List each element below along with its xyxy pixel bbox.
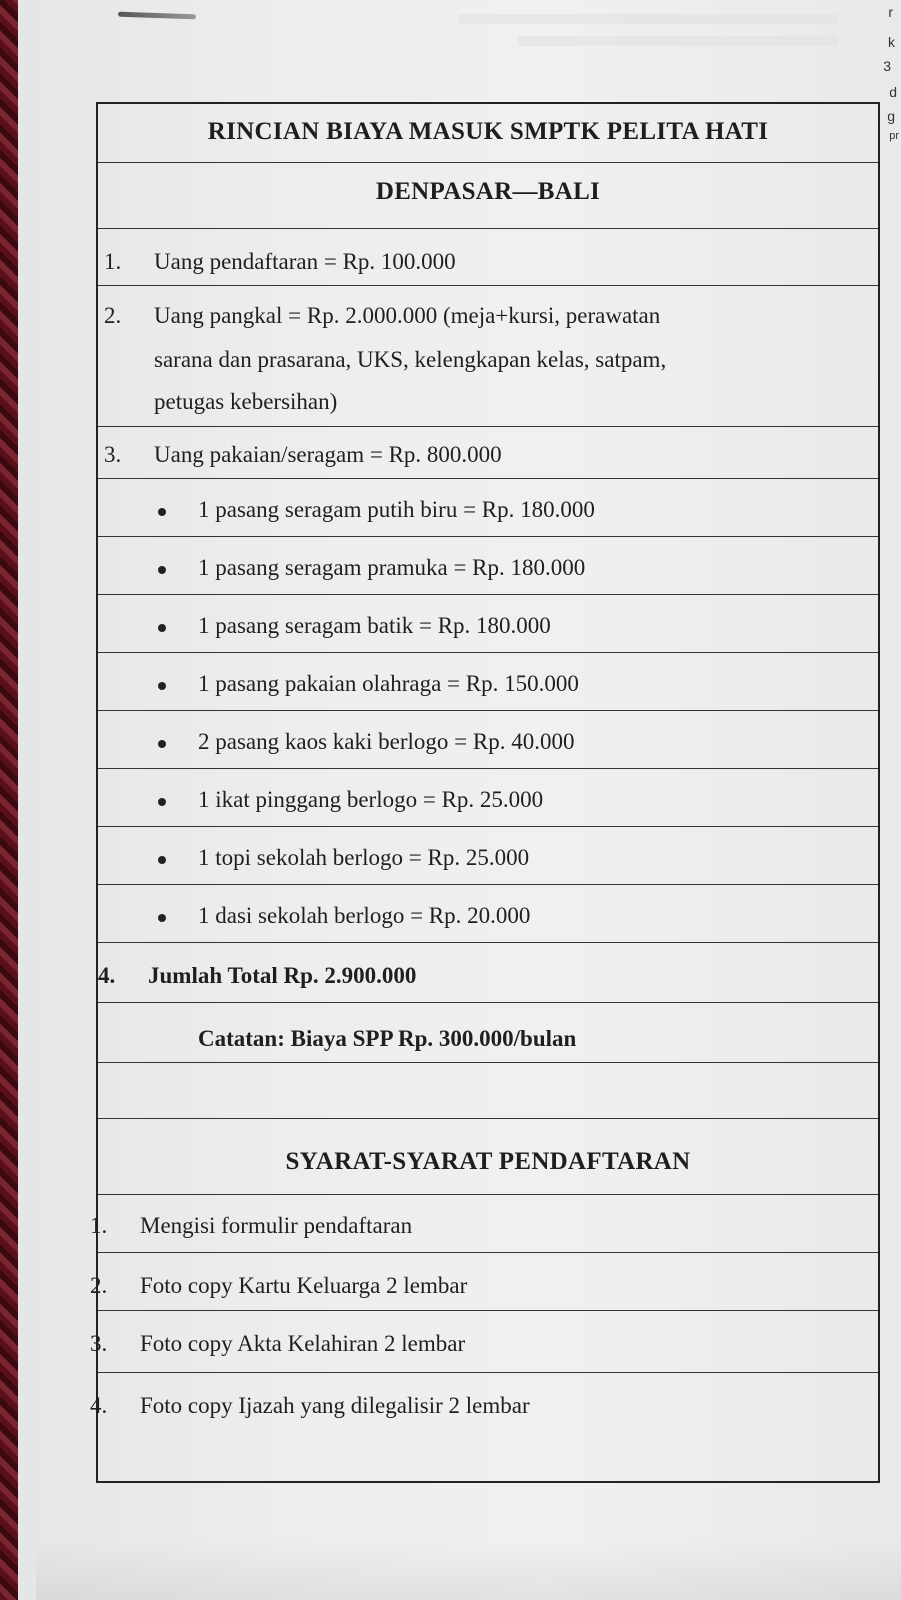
cost-item-continuation: petugas kebersihan) xyxy=(154,389,338,414)
item-number: 2. xyxy=(104,303,122,328)
bullet-icon xyxy=(158,682,166,690)
item-text: Foto copy Kartu Keluarga 2 lembar xyxy=(140,1273,468,1298)
cost-item-continuation: sarana dan prasarana, UKS, kelengkapan kelas, satpam, xyxy=(154,347,667,372)
edge-letter: r xyxy=(888,4,893,20)
uniform-list-item xyxy=(158,729,574,755)
item-number: 2. xyxy=(90,1273,108,1298)
bleed-through-mark xyxy=(518,36,838,46)
item-text: Uang pangkal = Rp. 2.000.000 (meja+kursi, perawatan xyxy=(154,303,661,328)
cost-item xyxy=(104,294,660,338)
item-text: Foto copy Akta Kelahiran 2 lembar xyxy=(140,1331,466,1356)
divider xyxy=(98,826,878,827)
divider xyxy=(98,1062,878,1063)
item-text: Foto copy Ijazah yang dilegalisir 2 lembar xyxy=(140,1393,530,1418)
edge-letter: k xyxy=(888,34,895,50)
divider xyxy=(98,768,878,769)
divider xyxy=(98,884,878,885)
pencil-mark xyxy=(118,12,196,20)
bullet-icon xyxy=(158,624,166,632)
total-row xyxy=(98,954,416,998)
requirement-item xyxy=(90,1264,467,1308)
uniform-item-text: 1 ikat pinggang berlogo = Rp. 25.000 xyxy=(198,787,544,812)
edge-letter: pr xyxy=(889,130,899,142)
uniform-item-text: 1 pasang seragam pramuka = Rp. 180.000 xyxy=(198,555,586,580)
bullet-icon xyxy=(158,566,166,574)
cost-breakdown-form xyxy=(90,102,880,1483)
requirement-item xyxy=(90,1204,412,1248)
bullet-icon xyxy=(158,508,166,516)
total-amount: Jumlah Total Rp. 2.900.000 xyxy=(148,963,417,988)
document-title: RINCIAN BIAYA MASUK SMPTK PELITA HATI xyxy=(207,118,769,145)
divider xyxy=(98,1194,878,1195)
uniform-list-item xyxy=(158,671,579,697)
divider xyxy=(98,285,878,286)
requirement-item xyxy=(90,1384,530,1428)
uniform-item-text: 2 pasang kaos kaki berlogo = Rp. 40.000 xyxy=(198,729,575,754)
uniform-list-item xyxy=(158,555,585,581)
adjacent-page-edge xyxy=(877,0,901,160)
divider xyxy=(98,594,878,595)
item-number: 4. xyxy=(98,963,116,988)
requirement-item xyxy=(90,1322,465,1366)
requirements-heading: SYARAT-SYARAT PENDAFTARAN xyxy=(285,1148,691,1175)
divider xyxy=(98,652,878,653)
uniform-list-item xyxy=(158,787,543,813)
divider xyxy=(98,942,878,943)
uniform-list-item xyxy=(158,497,595,523)
divider xyxy=(98,1310,878,1311)
cost-item xyxy=(104,240,456,284)
item-text: Mengisi formulir pendaftaran xyxy=(140,1213,413,1238)
item-number: 4. xyxy=(90,1393,108,1418)
divider xyxy=(98,162,878,163)
uniform-list-item xyxy=(158,613,551,639)
edge-letter: 3 xyxy=(883,58,891,74)
uniform-list-item xyxy=(158,845,529,871)
cost-item xyxy=(104,433,502,477)
bleed-through-mark xyxy=(458,14,838,24)
bullet-icon xyxy=(158,798,166,806)
item-text: Uang pakaian/seragam = Rp. 800.000 xyxy=(154,442,502,467)
document-subtitle: DENPASAR—BALI xyxy=(375,178,601,205)
item-text: Uang pendaftaran = Rp. 100.000 xyxy=(154,249,456,274)
item-number: 1. xyxy=(90,1213,108,1238)
divider xyxy=(98,1372,878,1373)
bullet-icon xyxy=(158,856,166,864)
edge-letter: d xyxy=(889,84,897,100)
divider xyxy=(98,1118,878,1119)
divider xyxy=(98,1002,878,1003)
uniform-item-text: 1 dasi sekolah berlogo = Rp. 20.000 xyxy=(198,903,531,928)
item-number: 3. xyxy=(104,442,122,467)
divider xyxy=(98,536,878,537)
tuition-note: Catatan: Biaya SPP Rp. 300.000/bulan xyxy=(198,1026,577,1051)
uniform-item-text: 1 pasang seragam batik = Rp. 180.000 xyxy=(198,613,551,638)
uniform-item-text: 1 topi sekolah berlogo = Rp. 25.000 xyxy=(198,845,530,870)
paper-sheet xyxy=(18,0,901,1600)
bullet-icon xyxy=(158,740,166,748)
bullet-icon xyxy=(158,914,166,922)
page-shadow xyxy=(36,1540,901,1600)
uniform-list-item xyxy=(158,903,530,929)
item-number: 1. xyxy=(104,249,122,274)
divider xyxy=(98,1252,878,1253)
uniform-item-text: 1 pasang seragam putih biru = Rp. 180.000 xyxy=(198,497,595,522)
divider xyxy=(98,426,878,427)
divider xyxy=(98,710,878,711)
uniform-item-text: 1 pasang pakaian olahraga = Rp. 150.000 xyxy=(198,671,579,696)
divider xyxy=(98,478,878,479)
edge-letter: g xyxy=(887,108,895,124)
divider xyxy=(98,228,878,229)
item-number: 3. xyxy=(90,1331,108,1356)
